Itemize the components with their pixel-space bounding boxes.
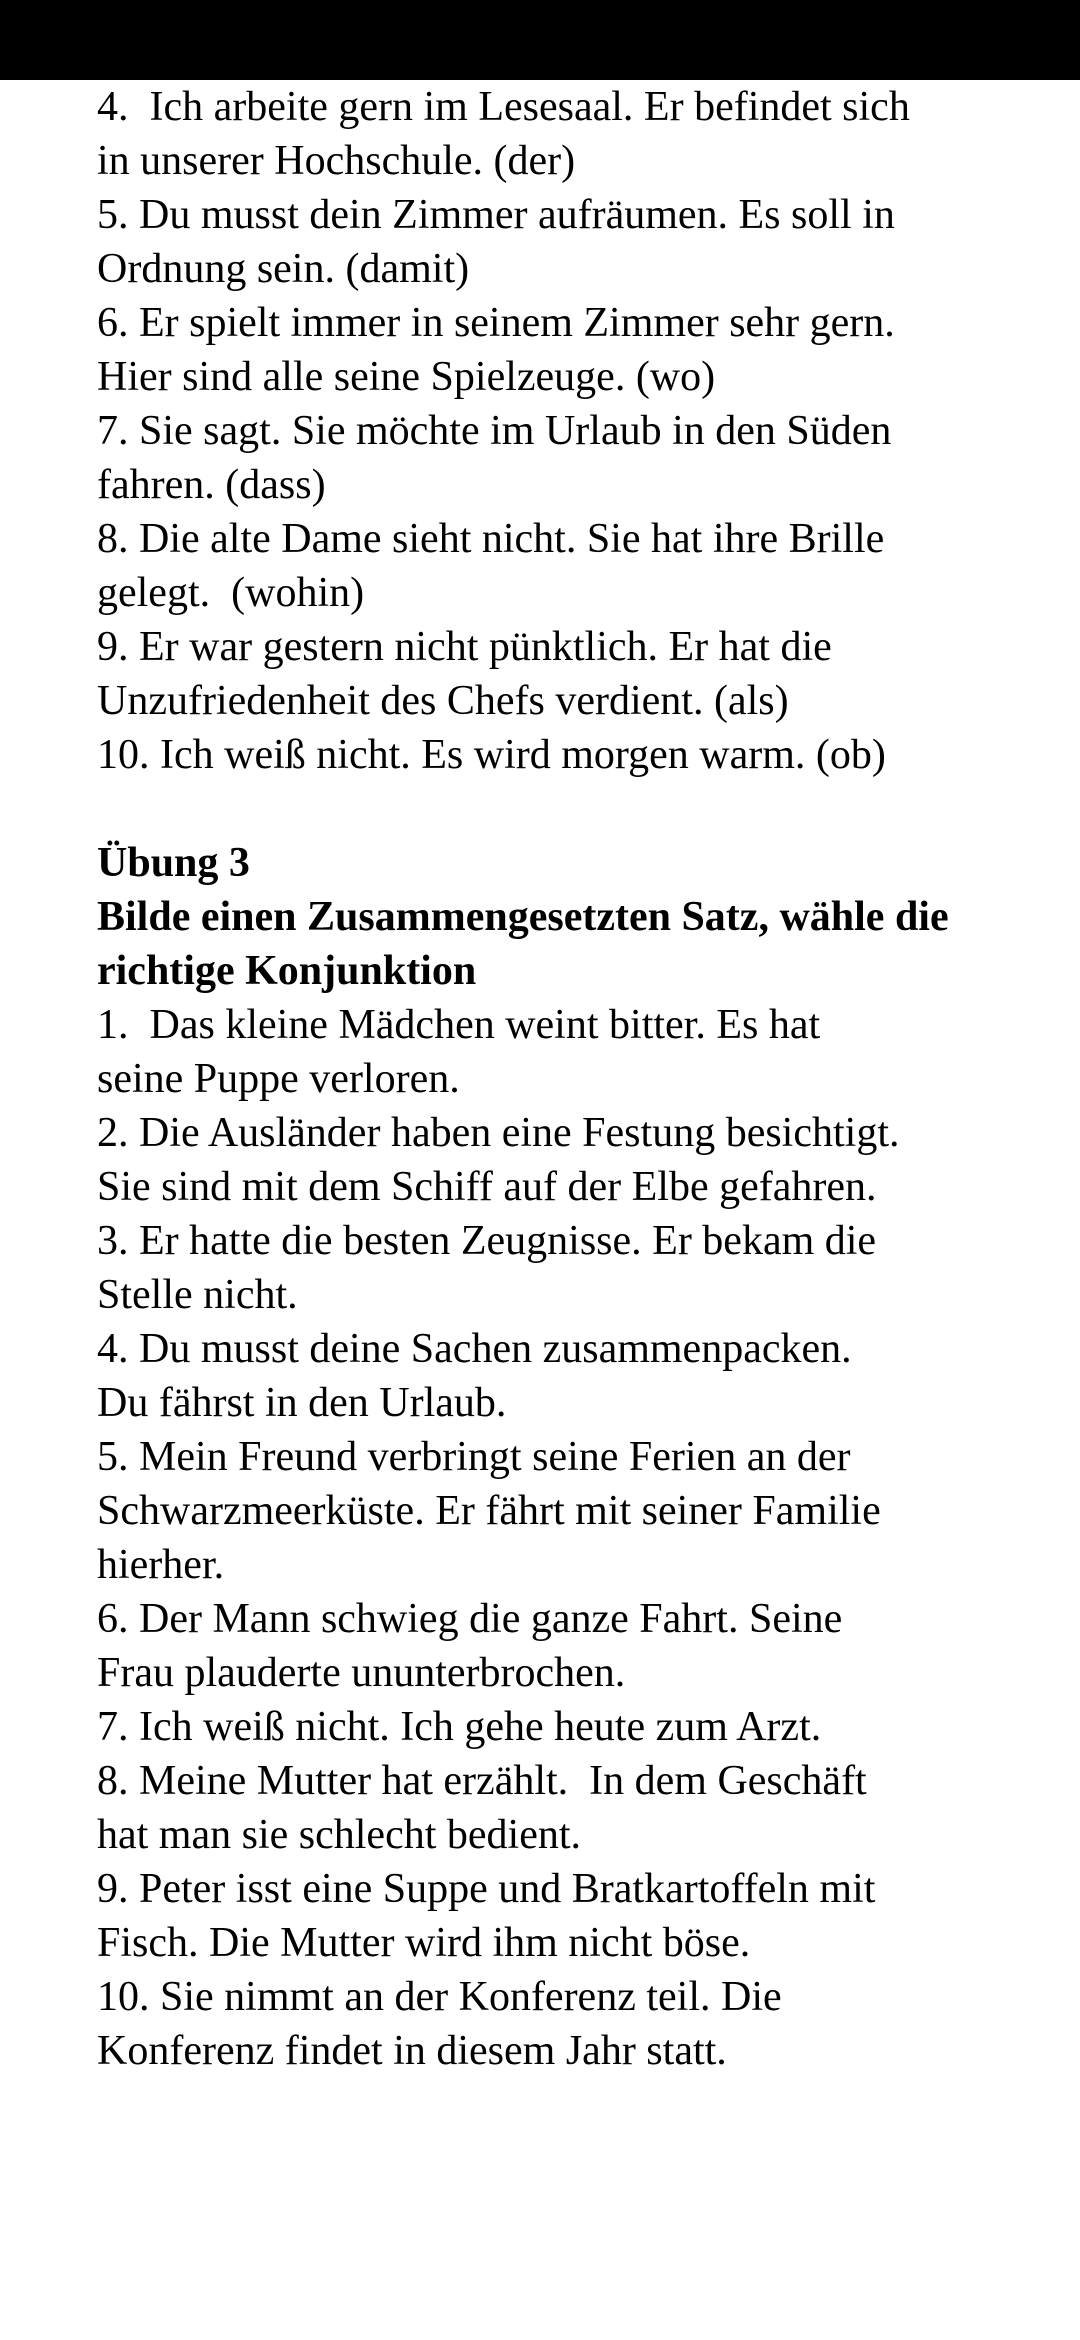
exercise-line: 6. Er spielt immer in seinem Zimmer sehr gern. (97, 300, 895, 346)
exercise-line: 7. Ich weiß nicht. Ich gehe heute zum Arzt. (97, 1704, 822, 1750)
exercise-item (97, 1754, 1057, 1862)
exercise-line: 9. Er war gestern nicht pünktlich. Er hat die (97, 624, 832, 670)
exercise-line: Konferenz findet in diesem Jahr statt. (97, 2028, 727, 2074)
exercise-item (97, 1430, 1057, 1592)
exercise-item (97, 620, 1057, 728)
exercise-line: 5. Du musst dein Zimmer aufräumen. Es soll in (97, 192, 895, 238)
exercise-line: 10. Sie nimmt an der Konferenz teil. Die (97, 1974, 782, 2020)
exercise-instruction: richtige Konjunktion (97, 948, 477, 994)
exercise-item (97, 512, 1057, 620)
exercise-line: seine Puppe verloren. (97, 1056, 460, 1102)
exercise-line: Ordnung sein. (damit) (97, 246, 470, 292)
exercise-item (97, 1970, 1057, 2078)
exercise-list-top (97, 80, 1057, 782)
exercise-line: 6. Der Mann schwieg die ganze Fahrt. Seine (97, 1596, 843, 1642)
document-text (97, 80, 1057, 2078)
exercise-line: 2. Die Ausländer haben eine Festung besichtigt. (97, 1110, 900, 1156)
exercise-line: Unzufriedenheit des Chefs verdient. (als) (97, 678, 789, 724)
exercise-line: Schwarzmeerküste. Er fährt mit seiner Familie (97, 1488, 881, 1534)
status-bar (0, 0, 1080, 80)
exercise-item (97, 404, 1057, 512)
exercise-line: 4. Du musst deine Sachen zusammenpacken. (97, 1326, 852, 1372)
exercise-line: gelegt. (wohin) (97, 570, 365, 616)
exercise-line: in unserer Hochschule. (der) (97, 138, 576, 184)
exercise-line: hat man sie schlecht bedient. (97, 1812, 582, 1858)
exercise-3-section (97, 836, 1057, 2078)
exercise-title: Übung 3 (97, 840, 250, 886)
exercise-item (97, 188, 1057, 296)
exercise-line: 1. Das kleine Mädchen weint bitter. Es hat (97, 1002, 821, 1048)
exercise-line: Sie sind mit dem Schiff auf der Elbe gefahren. (97, 1164, 877, 1210)
exercise-line: 4. Ich arbeite gern im Lesesaal. Er befindet sich (97, 84, 910, 130)
exercise-line: 10. Ich weiß nicht. Es wird morgen warm. (ob) (97, 732, 886, 778)
exercise-item (97, 1700, 1057, 1754)
exercise-instruction: Bilde einen Zusammengesetzten Satz, wähle die (97, 894, 949, 940)
exercise-item (97, 1322, 1057, 1430)
paragraph-gap (97, 782, 1057, 836)
exercise-item (97, 1592, 1057, 1700)
exercise-item (97, 728, 1057, 782)
exercise-item (97, 1106, 1057, 1214)
exercise-line: 7. Sie sagt. Sie möchte im Urlaub in den Süden (97, 408, 892, 454)
exercise-item (97, 1862, 1057, 1970)
exercise-item (97, 998, 1057, 1106)
exercise-line: 9. Peter isst eine Suppe und Bratkartoffeln mit (97, 1866, 876, 1912)
exercise-line: Du fährst in den Urlaub. (97, 1380, 507, 1426)
exercise-item (97, 1214, 1057, 1322)
exercise-line: fahren. (dass) (97, 462, 326, 508)
exercise-line: 5. Mein Freund verbringt seine Ferien an der (97, 1434, 851, 1480)
exercise-line: 3. Er hatte die besten Zeugnisse. Er bekam die (97, 1218, 877, 1264)
exercise-line: 8. Meine Mutter hat erzählt. In dem Geschäft (97, 1758, 867, 1804)
exercise-line: Stelle nicht. (97, 1272, 298, 1318)
exercise-line: hierher. (97, 1542, 225, 1588)
exercise-item (97, 296, 1057, 404)
exercise-line: Frau plauderte ununterbrochen. (97, 1650, 626, 1696)
exercise-line: Fisch. Die Mutter wird ihm nicht böse. (97, 1920, 751, 1966)
exercise-line: Hier sind alle seine Spielzeuge. (wo) (97, 354, 716, 400)
exercise-line: 8. Die alte Dame sieht nicht. Sie hat ihre Brille (97, 516, 885, 562)
exercise-item (97, 80, 1057, 188)
